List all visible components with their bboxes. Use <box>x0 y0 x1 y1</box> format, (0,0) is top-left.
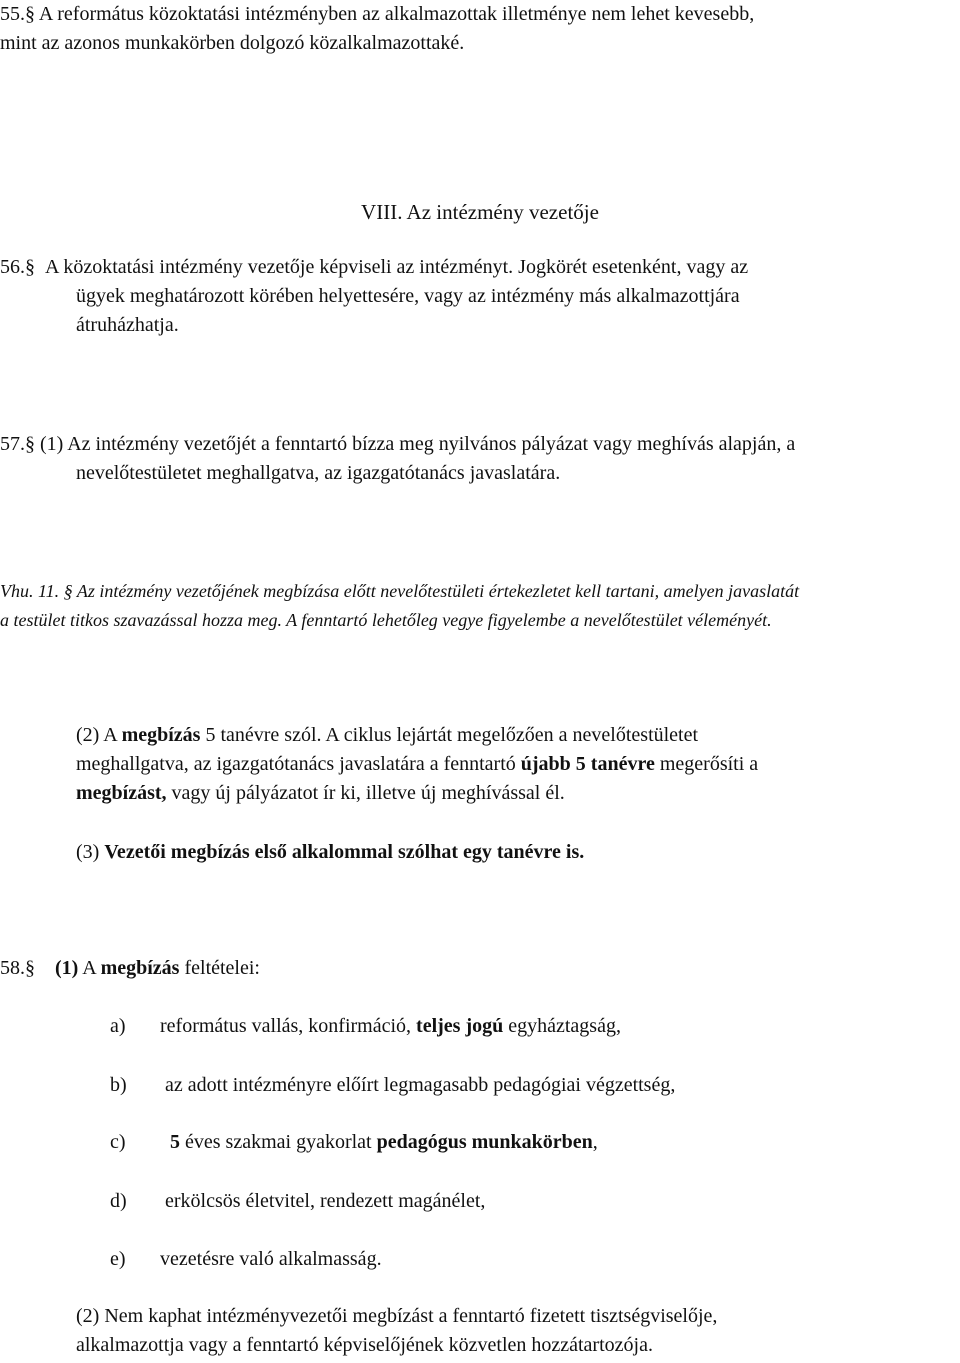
paragraph-sign: § <box>25 433 35 455</box>
section-55-line-2: mint az azonos munkakörben dolgozó közalkalmazottaké. <box>0 32 465 54</box>
list-letter: b) <box>110 1074 127 1096</box>
paragraph-2 <box>76 721 936 808</box>
vhu-11-line-1 <box>0 577 960 606</box>
bold-run: teljes jogú <box>416 1015 504 1037</box>
list-item <box>110 1071 675 1100</box>
vhu-text: Az intézmény vezetőjének megbízása előtt nevelőtestületi értekezletet kell tartani, amelyen javaslatát <box>76 581 800 601</box>
section-number: 58. <box>0 957 25 979</box>
bold-run: (1) <box>55 957 79 979</box>
text-run: meghallgatva, az igazgatótanács javaslatára a fenntartó <box>76 753 521 775</box>
paragraph-2-line-1 <box>76 721 936 750</box>
vhu-prefix: Vhu. 11. <box>0 581 60 601</box>
section-text: A református közoktatási intézményben az alkalmazottak illetménye nem lehet kevesebb, <box>38 3 755 25</box>
list-item <box>110 1245 382 1274</box>
list-item <box>110 1128 598 1157</box>
text-run: (2) A <box>76 724 122 746</box>
text-run: megerősíti a <box>654 753 759 775</box>
text-run: (3) <box>76 841 105 863</box>
text-run: vagy új pályázatot ír ki, illetve új meghívással él. <box>166 782 565 804</box>
text-run: erkölcsös életvitel, rendezett magánélet, <box>165 1190 486 1212</box>
bold-run: megbízást, <box>76 782 167 804</box>
text-run: református vallás, konfirmáció, <box>160 1015 417 1037</box>
section-57-line-2: nevelőtestületet meghallgatva, az igazgatótanács javaslatára. <box>76 462 561 484</box>
paragraph-2-line-2 <box>76 750 936 779</box>
bold-run: újabb 5 tanévre <box>520 753 655 775</box>
section-text: (1) Az intézmény vezetőjét a fenntartó bízza meg nyilvános pályázat vagy meghívás alapján, a <box>40 433 796 455</box>
list-letter: c) <box>110 1131 126 1153</box>
text-run: 5 tanévre szól. A ciklus lejártát megelőzően a nevelőtestületet <box>200 724 699 746</box>
list-letter: d) <box>110 1190 127 1212</box>
list-letter: a) <box>110 1015 126 1037</box>
section-55-line-1 <box>0 0 950 29</box>
paragraph-sign: § <box>63 581 73 601</box>
text-run: az adott intézményre előírt legmagasabb pedagógiai végzettség, <box>165 1074 676 1096</box>
section-number: 55. <box>0 3 25 25</box>
section-58-paragraph-2 <box>76 1302 936 1360</box>
vhu-11 <box>0 577 960 635</box>
text-run: éves szakmai gyakorlat <box>180 1131 377 1153</box>
vhu-11-line-2: a testület titkos szavazással hozza meg. A fenntartó lehetőleg vegye figyelembe a nevelőtestület véleményét. <box>0 610 772 630</box>
section-57-line-1 <box>0 430 950 459</box>
text-run: vezetésre való alkalmasság. <box>160 1248 382 1270</box>
section-55 <box>0 0 950 58</box>
list-item <box>110 1012 621 1041</box>
paragraph-3 <box>76 838 936 867</box>
paragraph-sign: § <box>25 256 35 278</box>
paragraph-sign: § <box>25 957 35 979</box>
bold-run: megbízás <box>121 724 201 746</box>
section-58 <box>0 954 500 983</box>
section-57 <box>0 430 950 488</box>
paragraph-sign: § <box>25 3 35 25</box>
list-letter: e) <box>110 1248 126 1270</box>
bold-run: pedagógus munkakörben <box>376 1131 593 1153</box>
paragraph-line: alkalmazottja vagy a fenntartó képviselőjének közvetlen hozzátartozója. <box>76 1334 653 1356</box>
section-56-line-1 <box>0 253 920 282</box>
text-run: , <box>592 1131 598 1153</box>
section-56 <box>0 253 920 340</box>
text-run: feltételei: <box>179 957 260 979</box>
section-text: A közoktatási intézmény vezetője képviseli az intézményt. Jogkörét esetenként, vagy az <box>45 256 749 278</box>
text-run: egyháztagság, <box>503 1015 621 1037</box>
bold-run: megbízás <box>100 957 180 979</box>
section-number: 56. <box>0 256 25 278</box>
text-run: A <box>78 957 101 979</box>
section-56-line-2: ügyek meghatározott körében helyettesére, vagy az intézmény más alkalmazottjára <box>76 285 740 307</box>
paragraph-2-line-3 <box>76 779 936 808</box>
section-56-line-3: átruházhatja. <box>76 314 179 336</box>
bold-run: Vezetői megbízás első alkalommal szólhat egy tanévre is. <box>104 841 585 863</box>
chapter-title: VIII. Az intézmény vezetője <box>361 200 599 224</box>
section-number: 57. <box>0 433 25 455</box>
paragraph-line: (2) Nem kaphat intézményvezetői megbízást a fenntartó fizetett tisztségviselője, <box>76 1305 718 1327</box>
bold-run: 5 <box>170 1131 180 1153</box>
list-item <box>110 1187 485 1216</box>
